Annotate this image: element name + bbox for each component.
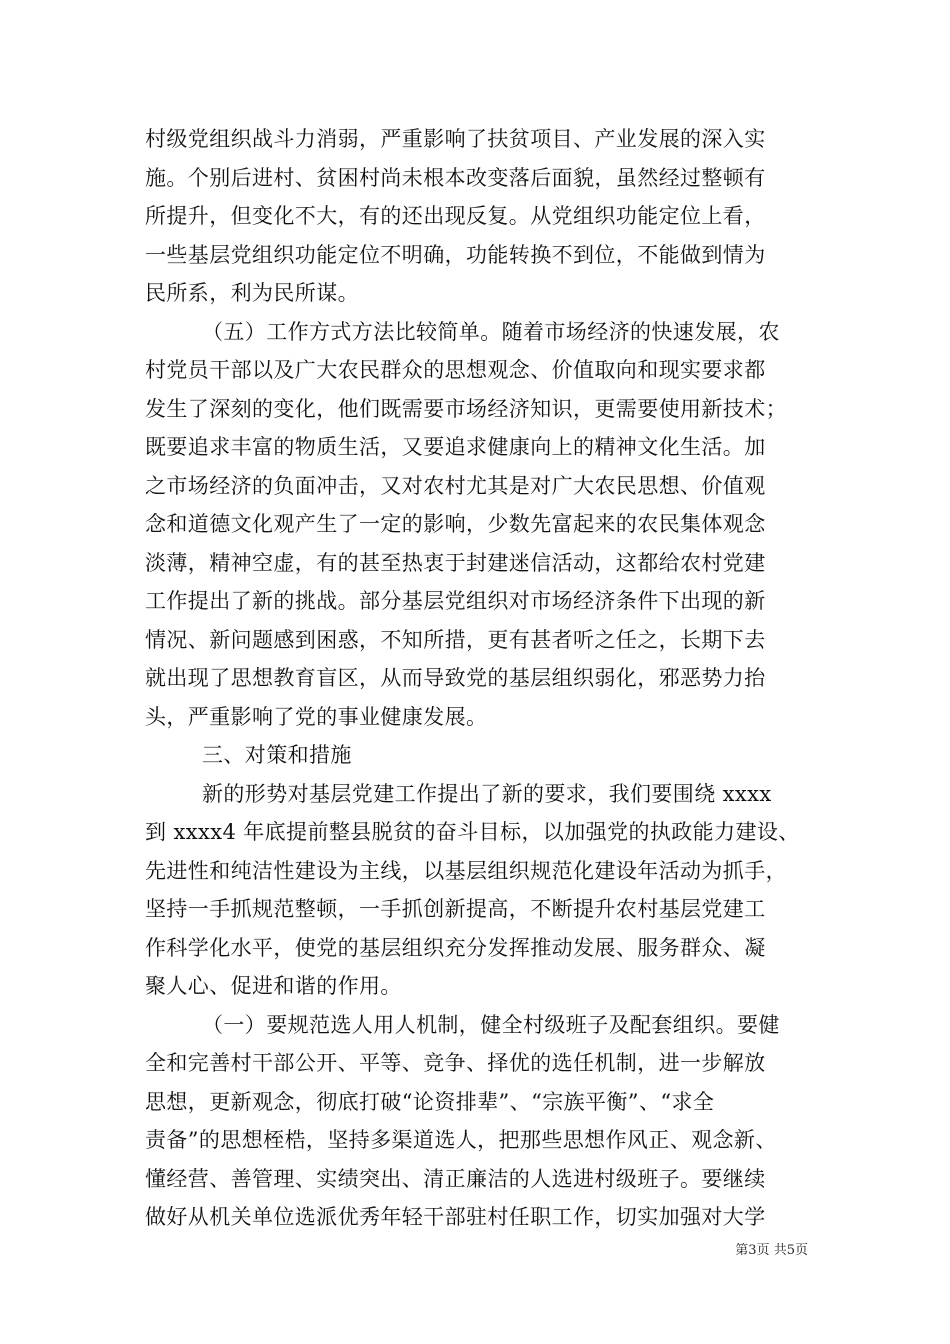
body-text bbox=[145, 120, 813, 1237]
text-line: 做好从机关单位选派优秀年轻干部驻村任职工作，切实加强对大学 bbox=[145, 1205, 766, 1229]
text-line: 全和完善村干部公开、平等、竞争、择优的选任机制，进一步解放 bbox=[145, 1051, 766, 1075]
text-line: 到 xxxx4 年底提前整县脱贫的奋斗目标，以加强党的执政能力建设、 bbox=[145, 820, 800, 844]
text-line: （一）要规范选人用人机制，健全村级班子及配套组织。要健 bbox=[202, 1012, 780, 1037]
text-line: 之市场经济的负面冲击，又对农村尤其是对广大农民思想、价值观 bbox=[145, 473, 766, 498]
text-line: 作科学化水平，使党的基层组织充分发挥推动发展、服务群众、凝 bbox=[145, 935, 766, 960]
text-line: 情况、新问题感到困惑，不知所措，更有甚者听之任之，长期下去 bbox=[145, 627, 766, 652]
text-line: 头，严重影响了党的事业健康发展。 bbox=[145, 704, 488, 729]
text-line: 所提升，但变化不大，有的还出现反复。从党组织功能定位上看， bbox=[145, 204, 766, 228]
total-page-number: 5 bbox=[786, 1243, 795, 1258]
text-line: 聚人心、促进和谐的作用。 bbox=[145, 974, 402, 998]
footer-middle: 页 共 bbox=[756, 1243, 787, 1258]
text-line: 念和道德文化观产生了一定的影响，少数先富起来的农民集体观念 bbox=[145, 512, 766, 536]
text-line: 三、对策和措施 bbox=[202, 743, 352, 767]
text-line: 工作提出了新的挑战。部分基层党组织对市场经济条件下出现的新 bbox=[145, 589, 766, 613]
text-line: 责备”的思想桎梏，坚持多渠道选人，把那些思想作风正、观念新、 bbox=[145, 1128, 777, 1152]
text-line: 思想，更新观念，彻底打破“论资排辈”、“宗族平衡”、“求全 bbox=[145, 1089, 715, 1114]
text-line: 施。个别后进村、贫困村尚未根本改变落后面貌，虽然经过整顿有 bbox=[145, 165, 766, 190]
text-line: 坚持一手抓规范整顿，一手抓创新提高，不断提升农村基层党建工 bbox=[145, 897, 766, 921]
text-line: 懂经营、善管理、实绩突出、清正廉洁的人选进村级班子。要继续 bbox=[145, 1166, 766, 1191]
current-page-number: 3 bbox=[748, 1243, 757, 1258]
text-line: 一些基层党组织功能定位不明确，功能转换不到位，不能做到情为 bbox=[145, 242, 766, 267]
text-line: （五）工作方式方法比较简单。随着市场经济的快速发展，农 bbox=[202, 319, 780, 344]
footer-prefix: 第 bbox=[735, 1243, 749, 1258]
text-line: 村级党组织战斗力消弱，严重影响了扶贫项目、产业发展的深入实 bbox=[145, 127, 766, 151]
text-line: 就出现了思想教育盲区，从而导致党的基层组织弱化，邪恶势力抬 bbox=[145, 666, 766, 690]
text-line: 发生了深刻的变化，他们既需要市场经济知识，更需要使用新技术； bbox=[145, 396, 787, 421]
text-line: 村党员干部以及广大农民群众的思想观念、价值取向和现实要求都 bbox=[145, 358, 766, 382]
text-line: 民所系，利为民所谋。 bbox=[145, 281, 359, 305]
text-line: 既要追求丰富的物质生活，又要追求健康向上的精神文化生活。加 bbox=[145, 435, 766, 459]
page-footer bbox=[735, 1243, 808, 1259]
text-line: 先进性和纯洁性建设为主线，以基层组织规范化建设年活动为抓手， bbox=[145, 858, 787, 883]
text-line: 淡薄，精神空虚，有的甚至热衷于封建迷信活动，这都给农村党建 bbox=[145, 550, 766, 575]
text-line: 新的形势对基层党建工作提出了新的要求，我们要围绕 xxxx bbox=[202, 781, 772, 806]
footer-suffix: 页 bbox=[794, 1243, 808, 1258]
